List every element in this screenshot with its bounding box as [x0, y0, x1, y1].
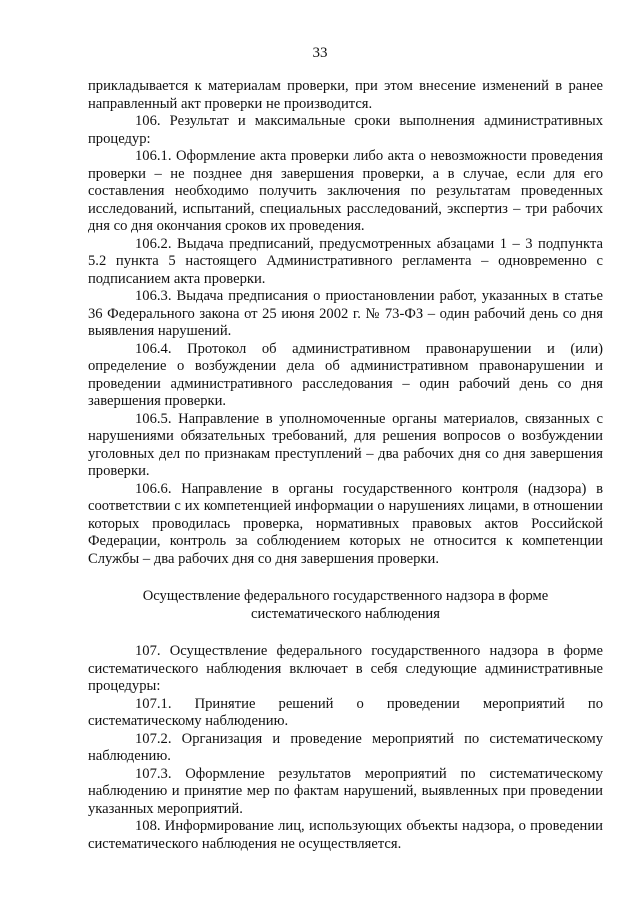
paragraph-106: 106. Результат и максимальные сроки выполнения административных процедур: [88, 113, 603, 147]
section-heading-line-1: Осуществление федерального государственного надзора в форме [142, 588, 549, 604]
paragraph-107-3: 107.3. Оформление результатов мероприятий по систематическому наблюдению и принятие мер по фактам нарушений, выявленных при проведении указанных мероприятий. [88, 765, 603, 817]
page-number: 33 [312, 45, 328, 61]
paragraph-106-2: 106.2. Выдача предписаний, предусмотренных абзацами 1 – 3 подпункта 5.2 пункта 5 настоящего Административного регламента – одновременно с подписанием акта проверки. [88, 235, 603, 287]
section-heading-line-2: систематического наблюдения [251, 605, 440, 622]
paragraph-106-4: 106.4. Протокол об административном правонарушении и (или) определение о возбуждении дела об административном правонарушении и проведении административного расследования – один рабочий день со дня завершения проверки. [88, 340, 603, 409]
paragraph-106-6: 106.6. Направление в органы государственного контроля (надзора) в соответствии с их компетенцией информации о нарушениях лицами, в отношении которых проводилась проверка, нормативных правовых актов Российской Федерации, контроль за соблюдением которых не относится к компетенции Службы – два рабочих дня со дня завершения проверки. [88, 480, 603, 567]
paragraph-107: 107. Осуществление федерального государственного надзора в форме систематического наблюдения включает в себя следующие административные процедуры: [88, 643, 603, 694]
page-body [88, 78, 603, 853]
paragraph-106-1: 106.1. Оформление акта проверки либо акта о невозможности проведения проверки – не позднее дня завершения проверки, а в случае, если для его составления необходимо получить заключения по результатам проведенных исследований, испытаний, специальных расследований, экспертиз – три рабочих дня со дня окончания сроков их проведения. [88, 148, 603, 234]
paragraph-continuation: прикладывается к материалам проверки, при этом внесение изменений в ранее направленный акт проверки не производится. [88, 78, 603, 112]
paragraph-108: 108. Информирование лиц, использующих объекты надзора, о проведении систематического наблюдения не осуществляется. [88, 818, 603, 852]
paragraph-107-2: 107.2. Организация и проведение мероприятий по систематическому наблюдению. [88, 730, 603, 764]
paragraph-107-1: 107.1. Принятие решений о проведении мероприятий по систематическому наблюдению. [88, 695, 603, 729]
paragraph-106-5: 106.5. Направление в уполномоченные органы материалов, связанных с нарушениями обязательных требований, для решения вопросов о возбуждении уголовных дел по признакам преступлений – два рабочих дня со дня завершения проверки. [88, 410, 603, 479]
paragraph-106-3: 106.3. Выдача предписания о приостановлении работ, указанных в статье 36 Федерального закона от 25 июня 2002 г. № 73-ФЗ – один рабочий день со дня выявления нарушений. [88, 288, 603, 339]
section-heading [88, 588, 603, 623]
